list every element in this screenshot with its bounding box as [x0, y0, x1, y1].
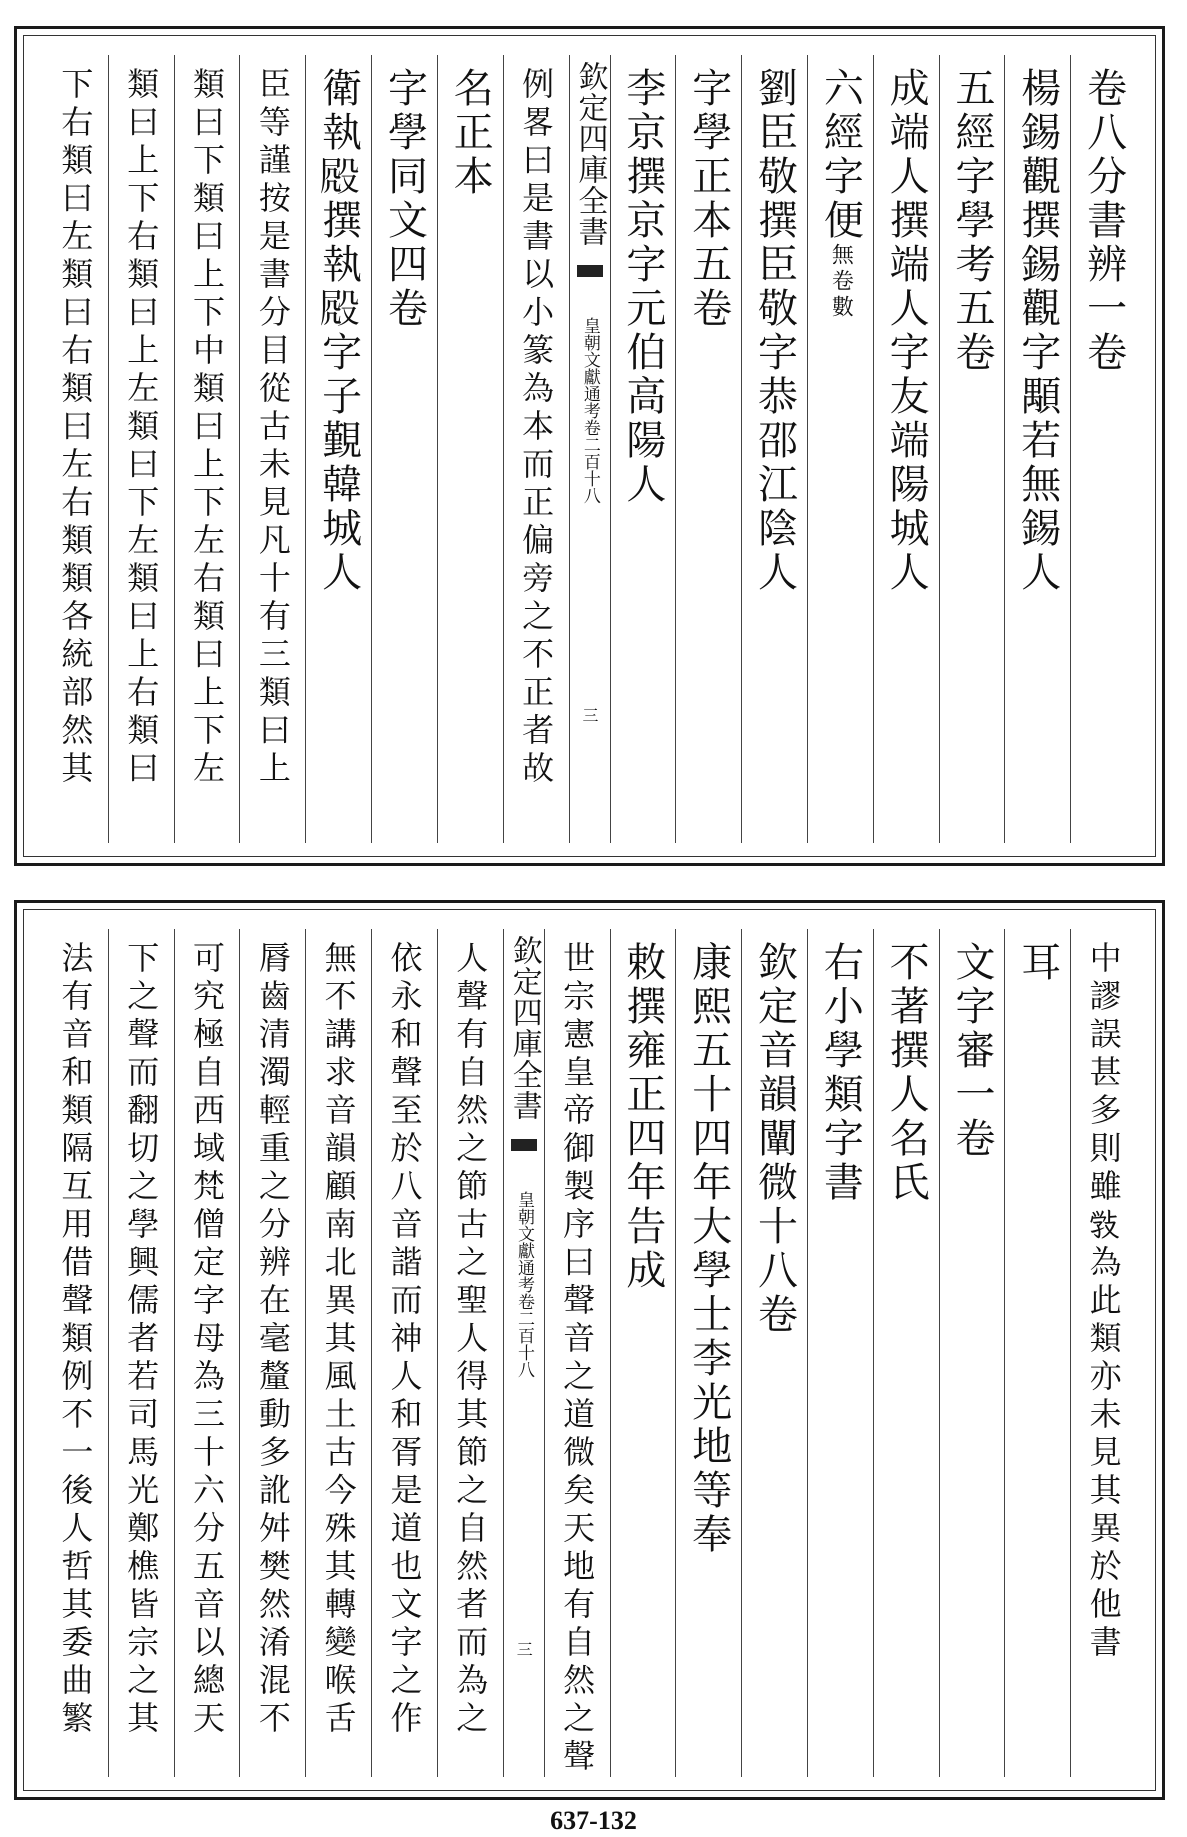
- text-column-main: 六經字便: [817, 67, 864, 243]
- text-column: 依永和聲至於八音諧而神人和胥是道也文字之作: [371, 929, 437, 1777]
- gutter-subtitle: 皇朝文獻通考卷二百十八: [579, 317, 600, 504]
- top-half-page: [14, 26, 1165, 866]
- text-column: 中謬誤甚多則雖𢽾為此類亦未見其異於他書: [1070, 929, 1136, 1777]
- small-annotation: 無卷數: [828, 243, 854, 321]
- text-column: 例畧曰是書以小篆為本而正偏旁之不正者故: [503, 55, 569, 843]
- text-column: 右小學類字書: [807, 929, 873, 1777]
- text-column: 衛執𣪍撰執𣪍字子覲韓城人: [305, 55, 371, 843]
- text-column: 劉臣敬撰臣敬字恭邵江陰人: [741, 55, 807, 843]
- text-column: 臣等謹按是書分目從古未見凡十有三類曰上: [239, 55, 305, 843]
- center-gutter: [503, 929, 544, 1777]
- text-column: 卷八分書辨一卷: [1070, 55, 1136, 843]
- text-column: 人聲有自然之節古之聖人得其節之自然者而為之: [437, 929, 503, 1777]
- text-column: 名正本: [437, 55, 503, 843]
- text-column: 法有音和類隔互用借聲類例不一後人哲其委曲繁: [56, 941, 95, 1739]
- text-column: 可究極自西域梵僧定字母為三十六分五音以總天: [174, 929, 240, 1777]
- bottom-text-columns: [43, 929, 1136, 1777]
- text-column: 脣齒清濁輕重之分辨在毫釐動多訛舛樊然淆混不: [239, 929, 305, 1777]
- gutter-page-number: 三: [514, 1641, 534, 1657]
- top-text-columns: [43, 55, 1136, 843]
- bottom-half-page: [14, 900, 1165, 1800]
- text-column: 世宗憲皇帝御製序曰聲音之道微矣天地有自然之聲: [544, 929, 610, 1777]
- text-column: 敕撰雍正四年告成: [610, 929, 676, 1777]
- fish-tail-mark: [577, 265, 603, 277]
- text-column: 康熙五十四年大學士李光地等奉: [675, 929, 741, 1777]
- gutter-subtitle: 皇朝文獻通考卷二百十八: [514, 1191, 535, 1378]
- text-column: 成端人撰端人字友端陽城人: [873, 55, 939, 843]
- gutter-title: 欽定四庫全書: [572, 61, 608, 247]
- center-gutter: [569, 55, 610, 843]
- text-column: 類曰上下右類曰上左類曰下左類曰上右類曰: [108, 55, 174, 843]
- text-column: 耳: [1004, 929, 1070, 1777]
- text-column: 欽定音韻闡微十八卷: [741, 929, 807, 1777]
- gutter-title: 欽定四庫全書: [506, 935, 542, 1121]
- gutter-page-number: 三: [580, 707, 599, 723]
- page-number: 637-132: [550, 1806, 637, 1835]
- text-column: 五經字學考五卷: [939, 55, 1005, 843]
- text-column: 文字審一卷: [939, 929, 1005, 1777]
- text-column: 字學正本五卷: [675, 55, 741, 843]
- text-column: 下之聲而翻切之學興儒者若司馬光鄭樵皆宗之其: [108, 929, 174, 1777]
- text-column: 下右類曰左類曰右類曰左右類類各統部然其: [56, 67, 95, 789]
- text-column: 無不講求音韻顧南北異其風土古今殊其轉變喉舌: [305, 929, 371, 1777]
- text-column: [807, 55, 873, 843]
- text-column: 李京撰京字元伯高陽人: [610, 55, 676, 843]
- fish-tail-mark: [511, 1139, 537, 1151]
- text-column: 類曰下類曰上下中類曰上下左右類曰上下左: [174, 55, 240, 843]
- text-column: 不著撰人名氏: [873, 929, 939, 1777]
- text-column: 字學同文四卷: [371, 55, 437, 843]
- text-column: 楊錫觀撰錫觀字顒若無錫人: [1004, 55, 1070, 843]
